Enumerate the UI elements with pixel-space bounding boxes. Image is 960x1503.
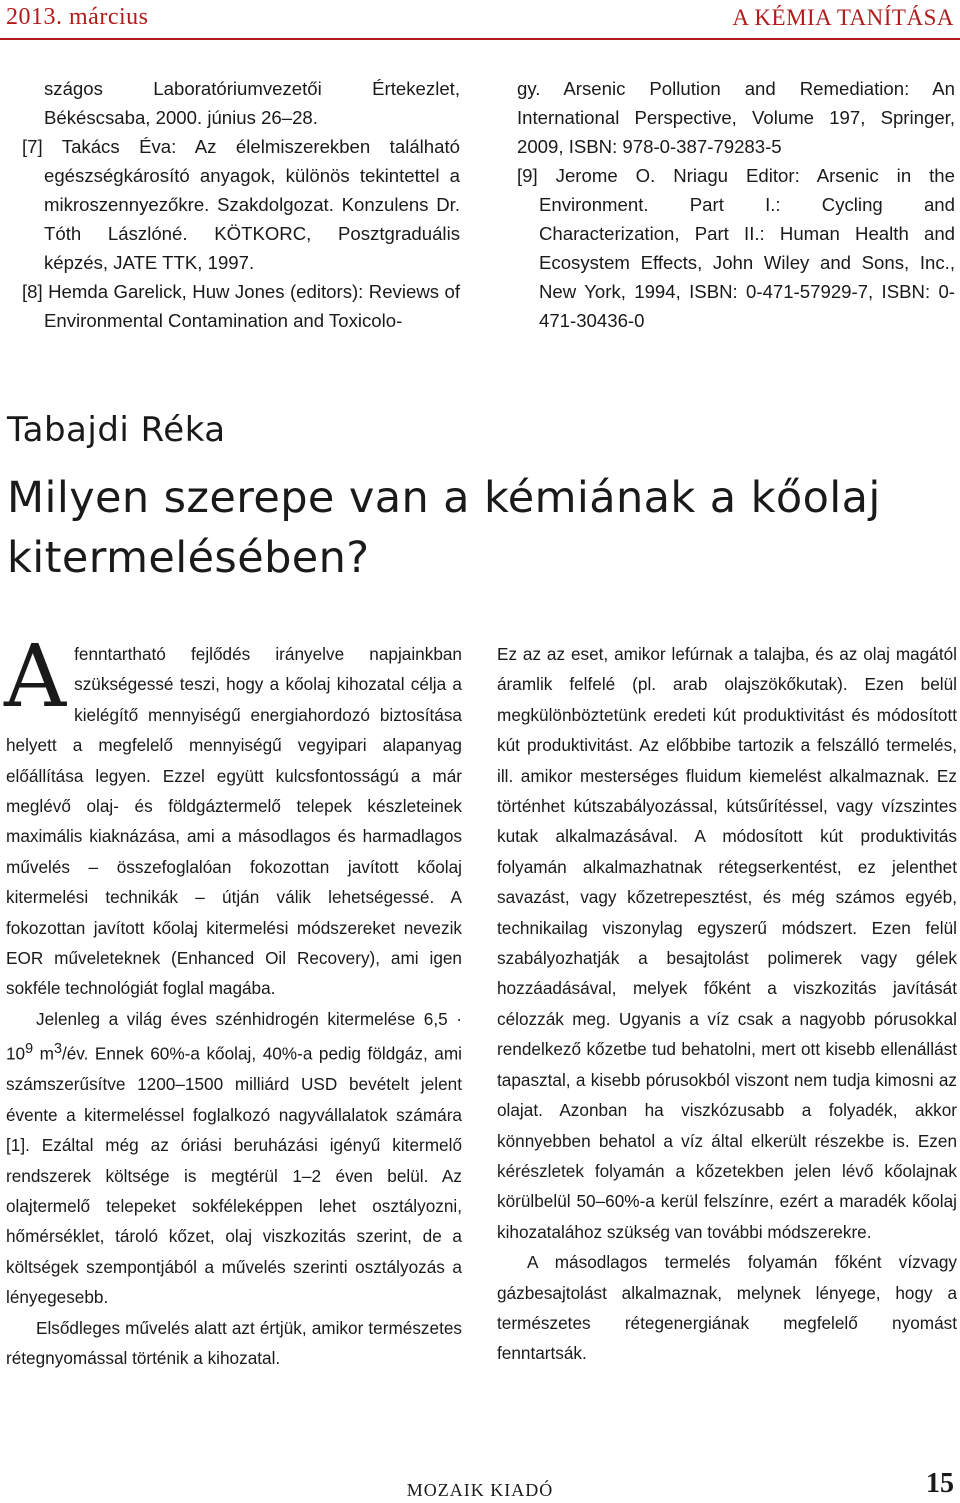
- journal-title: A KÉMIA TANÍTÁSA: [732, 5, 954, 30]
- paragraph-production: [6, 1004, 462, 1313]
- reference-6-tail: szágos Laboratóriumvezetői Értekezlet, Békéscsaba, 2000. június 26–28.: [44, 78, 460, 128]
- reference-8-end: gy. Arsenic Pollution and Remediation: An International Perspective, Volume 197, Springer, 2009, ISBN: 978-0-387-79283-5: [517, 78, 955, 157]
- paragraph-production-text-b: m: [33, 1044, 54, 1065]
- reference-8-start: [8] Hemda Garelick, Huw Jones (editors): Reviews of Environmental Contamination and Toxicolo-: [22, 281, 460, 331]
- reference-9: [9] Jerome O. Nriagu Editor: Arsenic in the Environment. Part I.: Cycling and Characterization, Part II.: Human Health and Ecosystem Effects, John Wiley and Sons, Inc., New York, 1994, ISBN: 0-471-57929-7, ISBN: 0-471-30436-0: [517, 165, 955, 331]
- article-body-right-column: [497, 639, 957, 1369]
- paragraph-production-text-a: Jelenleg a világ éves szénhidrogén kitermelése 6,5 · 10: [6, 1008, 462, 1065]
- drop-cap-letter: A: [4, 627, 67, 727]
- article-author: Tabajdi Réka: [7, 410, 226, 450]
- references-left-column: [22, 74, 460, 335]
- reference-7: [7] Takács Éva: Az élelmiszerekben található egészségkárosító anyagok, különös tekintettel a mikroszennyezőkre. Szakdolgozat. Konzulens Dr. Tóth Lászlóné. KÖTKORC, Posztgraduális képzés, JATE TTK, 1997.: [22, 136, 460, 273]
- references-right-column: [517, 74, 955, 335]
- paragraph-primary-recovery: Elsődleges művelés alatt azt értjük, amikor természetes rétegnyomással történik a kihozatal.: [6, 1317, 462, 1369]
- article-body-left-column: [4, 627, 462, 1373]
- publisher-name: MOZAIK KIADÓ: [406, 1480, 554, 1500]
- paragraph-intro: [4, 627, 462, 1004]
- paragraph-intro-text: fenntartható fejlődés irányelve napjainkban szükségessé teszi, hogy a kőolaj kihozatal célja a kielégítő mennyiségű energiahordozó biztosítása helyett a megfelelő mennyiségű vegyipari alapanyag előállítása legyen. Ezzel együtt kulcsfontosságú a már meglévő olaj- és földgáztermelő telepek készleteinek maximális kiaknázása, ami a másodlagos és harmadlagos művelés – összefoglalóan fokozottan javított kőolaj kitermelési technikák – útján válik lehetségessé. A fokozottan javított kőolaj kitermelési módszereket nevezik EOR műveleteknek (Enhanced Oil Recovery), ami igen sokféle technológiát foglal magába.: [6, 644, 462, 999]
- article-title: Milyen szerepe van a kémiának a kőolaj kitermelésében?: [7, 473, 881, 583]
- paragraph-well-productivity: Ez az az eset, amikor lefúrnak a talajba, és az olaj magától áramlik felfelé (pl. arab olajszökőkutak). Ezen belül megkülönböztetünk eredeti kút produktivitást és módosított kút produktivitást. Az előbbibe tartozik a felszálló termelés, ill. amikor mesterséges fluidum kiemelést alkalmaznak. Ez történhet kútszabályozással, kútsűrítéssel, vagy vízszintes kutak alkalmazásával. A módosított kút produktivitás folyamán alkalmazhatnak rétegserkentést, ez jelenthet savazást, vagy kőzetrepesztést, és még számos egyéb, technikailag viszonylag egyszerű módszert. Ezen felül szabályozhatják a besajtolást polimerek vagy gélek hozzáadásával, melyek főként a viszkozitás javítását célozzák meg. Ugyanis a víz csak a nagyobb pórusokkal rendelkező kőzetbe tud behatolni, mert ott kisebb ellenállást tapasztal, a kisebb pórusokból viszont nem tudja kimosni az olajat. Azonban ha viszkózusabb a folyadék, akkor könnyebben behatol a víz által elkerült részekbe is. Ezen kérészletek folyamán a kőzetekben jelen lévő kőolajnak körülbelül 50–60%-a kerül felszínre, ezért a maradék kőolaj kihozatalához szükség van további módszerekre.: [497, 644, 957, 1242]
- issue-date: 2013. március: [6, 4, 149, 30]
- page-header: [0, 0, 960, 40]
- exponent-3: 3: [53, 1041, 62, 1058]
- paragraph-secondary-recovery: A másodlagos termelés folyamán főként vízvagy gázbesajtolást alkalmaznak, melynek lényege, hogy a természetes rétegenergiának megfelelő nyomást fenntartsák.: [497, 1252, 957, 1364]
- page-number: 15: [926, 1468, 954, 1499]
- exponent-9: 9: [25, 1041, 34, 1058]
- paragraph-production-text-c: /év. Ennek 60%-a kőolaj, 40%-a pedig földgáz, ami számszerűsítve 1200–1500 milliárd USD bevételt jelent évente a kitermeléssel foglalkozó nagyvállalatok számára [1]. Ezáltal még az óriási beruházási igényű kitermelő rendszerek költsége is megtérül 1–2 éven belül. Az olajtermelő telepeket sokféleképpen lehet osztályozni, hőmérséklet, tároló kőzet, olaj viszkozitás szerint, de a költségek szempontjából a művelés szerinti osztályozás a lényegesebb.: [6, 1044, 462, 1308]
